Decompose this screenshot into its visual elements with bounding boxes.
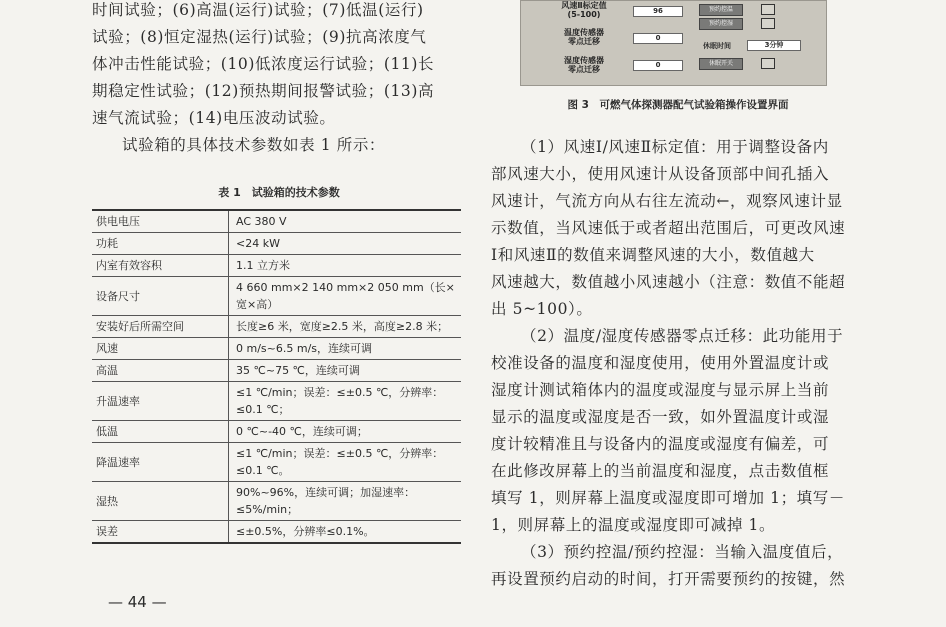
sleep-time-label: 休眠时间 bbox=[703, 42, 731, 50]
text-line: 再设置预约启动的时间，打开需要预约的按键，然 bbox=[491, 570, 846, 588]
reserve-humidity-button: 预约控湿 bbox=[699, 18, 743, 30]
right-paragraphs bbox=[491, 134, 865, 593]
panel-label-text: 湿度传感器 零点迁移 bbox=[564, 56, 604, 74]
text-line: 试验；(8)恒定湿热(运行)试验；(9)抗高浓度气 bbox=[92, 28, 427, 46]
text-line: 部风速大小，使用风速计从设备顶部中间孔插入 bbox=[491, 165, 830, 183]
text-line: 校准设备的温度和湿度使用，使用外置温度计或 bbox=[491, 354, 830, 372]
spec-table-body bbox=[92, 210, 461, 543]
param-value-cell: 0 ℃~-40 ℃，连续可调； bbox=[229, 421, 462, 443]
param-value-cell: ≤±0.5%，分辨率≤0.1%。 bbox=[229, 521, 462, 544]
param-value-cell: 35 ℃~75 ℃，连续可调 bbox=[229, 360, 462, 382]
text-line: 度计较精准且与设备内的温度或湿度有偏差，可 bbox=[491, 435, 830, 453]
text-line: 1，则屏幕上的温度或湿度即可减掉 1。 bbox=[491, 516, 776, 534]
param-name-cell: 低温 bbox=[92, 421, 229, 443]
panel-label-humidity-offset bbox=[539, 56, 629, 74]
text-line: 在此修改屏幕上的当前温度和湿度，点击数值框 bbox=[491, 462, 830, 480]
table-row bbox=[92, 255, 461, 277]
figure-caption: 图 3 可燃气体探测器配气试验箱操作设置界面 bbox=[567, 99, 789, 111]
text-line: 速气流试验；(14)电压波动试验。 bbox=[92, 109, 336, 127]
wind-speed-value-box: 96 bbox=[633, 6, 683, 17]
table-row bbox=[92, 338, 461, 360]
settings-screenshot bbox=[520, 0, 827, 86]
param-name-cell: 功耗 bbox=[92, 233, 229, 255]
table-caption: 表 1 试验箱的技术参数 bbox=[218, 186, 340, 199]
param-value-cell: ≤1 ℃/min；误差：≤±0.5 ℃，分辨率：≤0.1 ℃； bbox=[229, 382, 462, 421]
table-row bbox=[92, 521, 461, 544]
text-line: 示数值，当风速低于或者超出范围后，可更改风速 bbox=[491, 219, 846, 237]
table-row bbox=[92, 421, 461, 443]
param-value-cell: ≤1 ℃/min；误差：≤±0.5 ℃，分辨率：≤0.1 ℃。 bbox=[229, 443, 462, 482]
table-row bbox=[92, 210, 461, 233]
panel-label-text: 温度传感器 零点迁移 bbox=[564, 28, 604, 46]
text-line: Ⅰ和风速Ⅱ的数值来调整风速的大小，数值越大 bbox=[491, 246, 815, 264]
page-number: — 44 — bbox=[108, 593, 167, 611]
table-reference-paragraph bbox=[122, 132, 466, 159]
sleep-switch-button: 休眠开关 bbox=[699, 58, 743, 70]
sleep-switch-indicator bbox=[761, 58, 775, 69]
param-value-cell: 4 660 mm×2 140 mm×2 050 mm（长×宽×高） bbox=[229, 277, 462, 316]
text-line: 试验箱的具体技术参数如表 1 所示： bbox=[122, 136, 386, 154]
temp-offset-value-box: 0 bbox=[633, 33, 683, 44]
text-line: 填写 1，则屏幕上温度或湿度即可增加 1；填写－ bbox=[491, 489, 845, 507]
text-line: （2）温度/湿度传感器零点迁移：此功能用于 bbox=[521, 327, 844, 345]
text-line: 湿度计测试箱体内的温度或湿度与显示屏上当前 bbox=[491, 381, 830, 399]
text-line: 风速越大，数值越小风速越小（注意：数值不能超 bbox=[491, 273, 846, 291]
param-name-cell: 升温速率 bbox=[92, 382, 229, 421]
table-row bbox=[92, 277, 461, 316]
table-row bbox=[92, 382, 461, 421]
table-row bbox=[92, 233, 461, 255]
text-line: 时间试验；(6)高温(运行)试验；(7)低温(运行) bbox=[92, 1, 424, 19]
panel-label-wind-speed bbox=[539, 1, 629, 19]
param-value-cell: 长度≥6 米，宽度≥2.5 米，高度≥2.8 米； bbox=[229, 316, 462, 338]
text-line: （1）风速Ⅰ/风速Ⅱ标定值：用于调整设备内 bbox=[521, 138, 829, 156]
sleep-time-value-box: 3分钟 bbox=[747, 40, 801, 51]
table-row bbox=[92, 316, 461, 338]
param-value-cell: 0 m/s~6.5 m/s，连续可调 bbox=[229, 338, 462, 360]
param-name-cell: 安装好后所需空间 bbox=[92, 316, 229, 338]
table-row bbox=[92, 360, 461, 382]
text-line: 显示的温度或湿度是否一致，如外置温度计或湿 bbox=[491, 408, 830, 426]
intro-paragraph bbox=[92, 0, 466, 132]
text-line: 出 5~100）。 bbox=[491, 300, 593, 318]
text-line: 期稳定性试验；(12)预热期间报警试验；(13)高 bbox=[92, 82, 435, 100]
param-name-cell: 误差 bbox=[92, 521, 229, 544]
spec-table bbox=[92, 209, 461, 544]
table-row bbox=[92, 482, 461, 521]
reserve-humidity-indicator bbox=[761, 18, 775, 29]
reserve-temp-indicator bbox=[761, 4, 775, 15]
param-name-cell: 风速 bbox=[92, 338, 229, 360]
panel-label-temp-offset bbox=[539, 28, 629, 46]
panel-label-text: 风速Ⅱ标定值 (5-100) bbox=[561, 1, 607, 19]
param-name-cell: 设备尺寸 bbox=[92, 277, 229, 316]
param-name-cell: 内室有效容积 bbox=[92, 255, 229, 277]
text-line: 体冲击性能试验；(10)低浓度运行试验；(11)长 bbox=[92, 55, 435, 73]
param-value-cell: 90%~96%，连续可调；加湿速率：≤5%/min； bbox=[229, 482, 462, 521]
table-row bbox=[92, 443, 461, 482]
reserve-temp-button: 预约控温 bbox=[699, 4, 743, 16]
param-value-cell: AC 380 V bbox=[229, 210, 462, 233]
param-name-cell: 湿热 bbox=[92, 482, 229, 521]
param-name-cell: 高温 bbox=[92, 360, 229, 382]
param-name-cell: 供电电压 bbox=[92, 210, 229, 233]
param-value-cell: 1.1 立方米 bbox=[229, 255, 462, 277]
text-line: （3）预约控温/预约控湿：当输入温度值后， bbox=[521, 543, 844, 561]
text-line: 风速计，气流方向从右往左流动←，观察风速计显 bbox=[491, 192, 843, 210]
param-name-cell: 降温速率 bbox=[92, 443, 229, 482]
param-value-cell: <24 kW bbox=[229, 233, 462, 255]
humidity-offset-value-box: 0 bbox=[633, 60, 683, 71]
